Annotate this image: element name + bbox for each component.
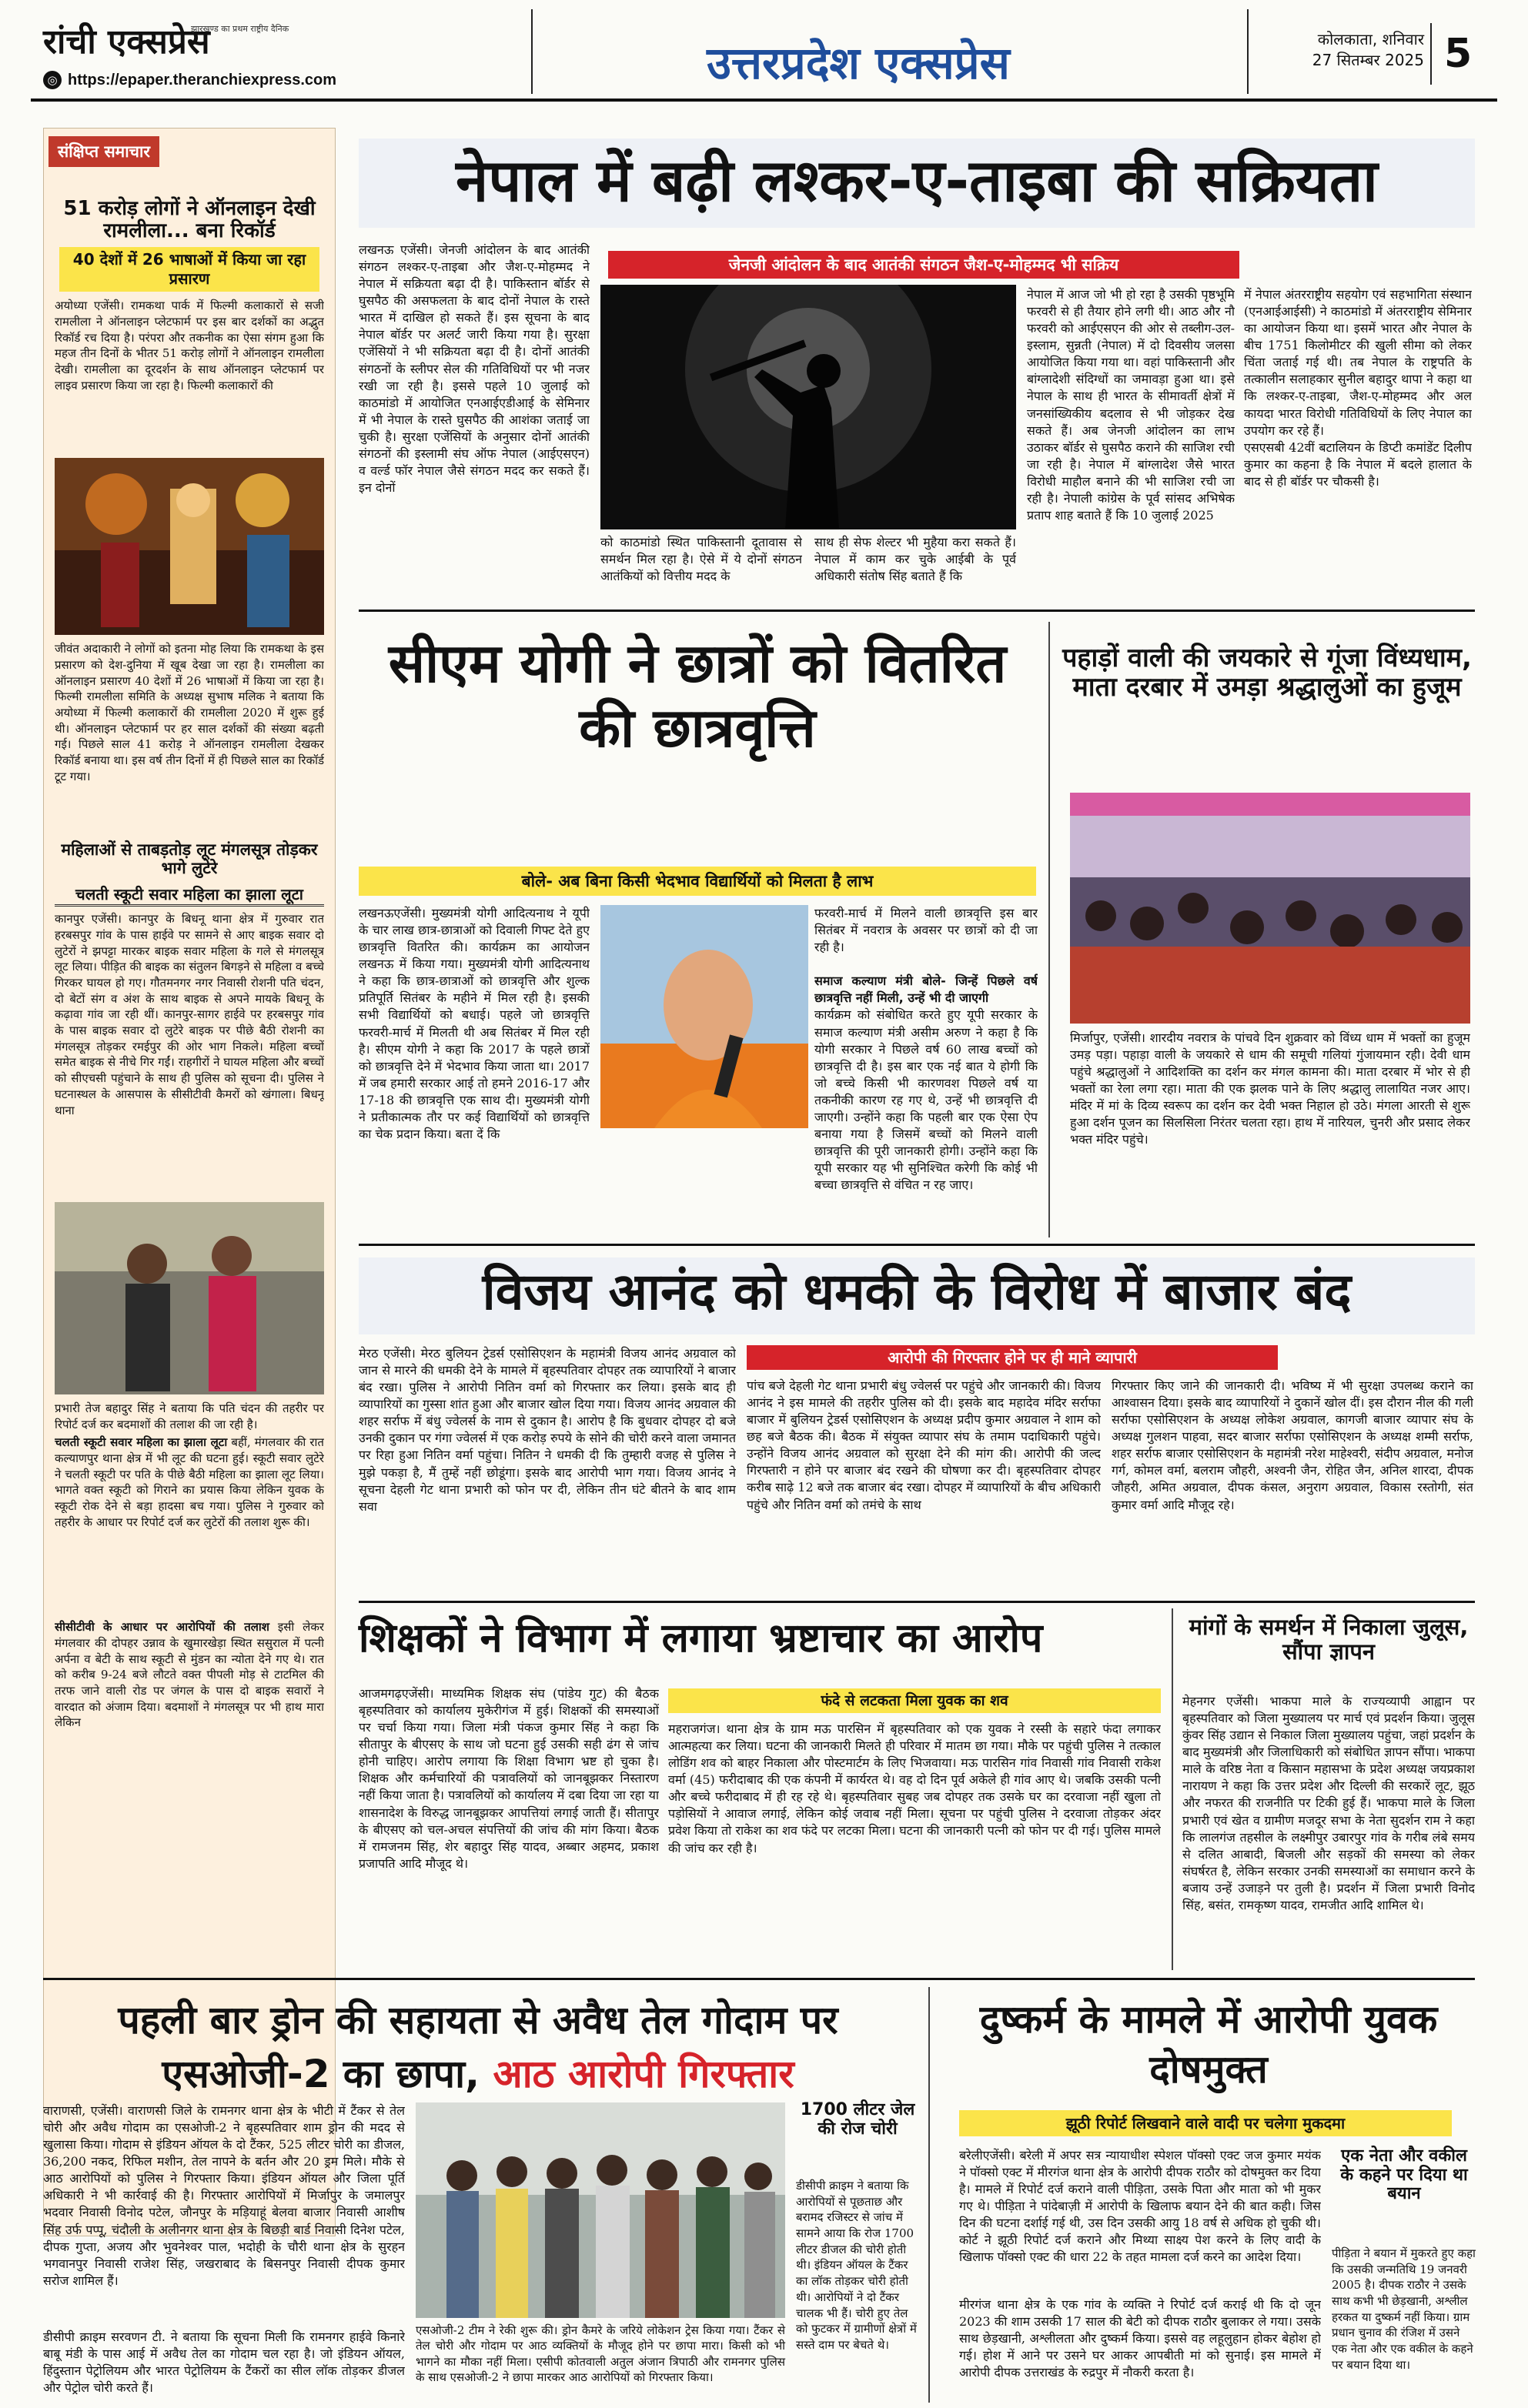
yogi-headline: सीएम योगी ने छात्रों को वितरित की छात्रवृत्ति [388,632,1007,760]
lead-col-1: लखनऊ एजेंसी। जेनजी आंदोलन के बाद आतंकी संगठन लश्कर-ए-ताइबा और जैश-ए-मोहम्मद ने नेपाल में सक्रियता बढ़ा दी है। पाकिस्तान बॉर्डर से घुसपैठ की असफलता के बाद दोनों नेपाल के रास्ते भारत में दाखिल हो सकते हैं। इस सूचना के बाद नेपाल बॉर्डर पर अलर्ट जारी किया गया है। सुरक्षा एजेंसियों ने भी सक्रियता बढ़ा दी है। दोनों आतंकी संगठनों के स्लीपर सेल की गतिविधियों पर भी नजर रखी जा रही है। इससे पहले 10 जुलाई को काठमांडो में आयोजित एनआईएडीआई के सेमिनार में भी नेपाल के रास्ते घुसपैठ की आशंका जताई जा चुकी है। सुरक्षा एजेंसियों के अनुसार दोनों आतंकी संगठनों की इस्लामी संघ ऑफ नेपाल (आईएसएन) व वर्ल्ड फॉर नेपाल जैसे संगठन मदद कर सकते हैं। इन दोनों [359,242,590,496]
teachers-body: आजमगढ़एजेंसी। माध्यमिक शिक्षक संघ (पांडेय गुट) की बैठक बृहस्पतिवार को कार्यालय मुकेरीगंज में हुई। शिक्षकों की समस्याओं पर चर्चा किया गया। जिला मंत्री पंकज कुमार सिंह ने कहा कि सीतापुर के बीएसए के साथ जो घटना हुई उसकी सही ढंग से जांच होनी चाहिए। आरोप लगाया कि शिक्षा विभाग भ्रष्ट हो चुका है। शिक्षक और कर्मचारियों की पत्रावलियों को जानबूझकर निस्तारण नहीं किया जाता है। पत्रावलियों को कार्यालय में दबा दिया जा रहा या शासनादेश के विरुद्ध जानबूझकर आपत्तियां लगाई जाती हैं। सीतापुर के बीएसए को चल-अचल संपत्तियों की जांच की मांग किया। बैठक में रामजनम सिंह, शेर बहादुर सिंह यादव, अब्बार अहमद, प्रकाश प्रजापति आदि मौजूद थे। [359,1686,659,1871]
memo-body: मेहनगर एजेंसी। भाकपा माले के राज्यव्यापी आह्वान पर बृहस्पतिवार को जिला मुख्यालय पर मार्च एवं प्रदर्शन किया। जुलूस कुंवर सिंह उद्यान से निकाल जिला मुख्यालय पहुंचा, जहां प्रदर्शन के बाद मुख्यमंत्री और जिलाधिकारी को संबोधित ज्ञापन सौंपा। भाकपा माले के वरिष्ठ नेता व किसान महासभा के प्रदेश अध्यक्ष जयप्रकाश नारायण ने कहा कि उत्तर प्रदेश और दिल्ली की सरकारें लूट, झूठ और नफरत की राजनीति पर टिकी हुई हैं। भाकपा माले के जिला प्रभारी एवं खेत व ग्रामीण मजदूर सभा के नेता सुदर्शन राम ने कहा कि लालगंज तहसील के लक्ष्मीपुर उबारपुर गांव के गरीब लंबे समय से दलित आबादी, बिजली और सड़कों की समस्या को लेकर संघर्षरत है, लेकिन सरकार उनकी समस्याओं का समाधान करने के बजाय उन्हें उजाड़ने पर तुली है। प्रदर्शन में जिला प्रभारी विनोद सिंह, बसंत, रामकृष्ण यादव, रामजीत आदि शामिल थे। [1182,1694,1475,1912]
leader-box-title: एक नेता और वकील के कहने पर दिया था बयान [1340,2146,1468,2204]
memo-headline: मांगों के समर्थन में निकाला जुलूस, सौंपा ज्ञापन [1189,1614,1469,1665]
yogi-photo [600,905,808,1128]
acquittal-headline: दुष्कर्म के मामले में आरोपी युवक दोषमुक्त [979,1997,1438,2092]
hanging-body: महराजगंज। थाना क्षेत्र के ग्राम मऊ पारसिन में बृहस्पतिवार को एक युवक ने रस्सी के सहारे फंदा लगाकर आत्महत्या कर लिया। घटना की जानकारी मिलते ही परिवार में मातम छा गया। मौके पर पहुंची पुलिस ने तत्काल लोडिंग शव को बाहर निकाला और पोस्टमार्टम के लिए भिजवाया। मऊ पारसिन गांव निवासी गांव निवासी राकेश वर्मा (45) फरीदाबाद की एक कंपनी में कार्यरत थे। वह दो दिन पूर्व अकेले ही गांव आए थे। जबकि उसकी पत्नी और बच्चे फरीदाबाद में ही रह रहे थे। बृहस्पतिवार सुबह जब दोपहर तक उसके घर का दरवाजा नहीं खुला तो पड़ोसियों ने आवाज लगाई, लेकिन कोई जवाब नहीं मिला। सूचना पर पहुंची पुलिस ने दरवाजा तोड़कर अंदर प्रवेश किया तो राकेश का शव फंदे पर लटका मिला। घटना की जानकारी पत्नी को फोन पर दी गई। पुलिस मामले की जांच कर रही है। [668,1722,1161,1855]
masthead-tagline: झारखण्ड का प्रथम राष्ट्रीय दैनिक [191,24,289,34]
lead-col-2: को काठमांडो स्थित पाकिस्तानी दूतावास से समर्थन मिल रहा है। ऐसे में ये दोनों संगठन आतंकियों को वित्तीय मदद के [600,535,802,584]
lead-subhead: जेनजी आंदोलन के बाद आतंकी संगठन जैश-ए-मोहम्मद भी सक्रिय [608,251,1239,279]
drone-headline: पहली बार ड्रोन की सहायता से अवैध तेल गोदाम पर एसओजी-2 का छापा, आठ आरोपी गिरफ्तार [118,1998,838,2096]
section-title: उत्तरप्रदेश एक्सप्रेस [707,37,1010,89]
divider [928,1987,930,2403]
brief-1-body-cont: जीवंत अदाकारी ने लोगों को इतना मोह लिया कि रामकथा के इस प्रसारण को देश-दुनिया में खूब देखा जा रहा है। रामलीला का ऑनलाइन प्रसारण 40 देशों में 26 भाषाओं में किया जा रहा है। फिल्मी रामलीला समिति के अध्यक्ष सुभाष मलिक ने बताया कि अयोध्या में फिल्मी कलाकारों की रामलीला 2020 में शुरू हुई थी। ऑनलाइन प्लेटफार्म पर हर साल दर्शकों की संख्या बढ़ती गई। पिछले साल 41 करोड़ ने ऑनलाइन रामलीला देखकर रिकॉर्ड बनाया था। इस वर्ष तीन दिनों में ही पिछले साल का रिकॉर्ड टूट गया। [55,642,324,783]
page-number: 5 [1444,31,1473,77]
acquittal-col-1: बरेलीएजेंसी। बरेली में अपर सत्र न्यायाधीश स्पेशल पॉक्सो एक्ट जज कुमार मयंक ने पॉक्सो एक्ट में मीरगंज थाना क्षेत्र के आरोपी दीपक राठौर को दोषमुक्त कर दिया है। मामले में रिपोर्ट दर्ज कराने वाली पीड़िता, उसके पिता और माता को भी मुकर गए थे। पीड़िता ने पांदेबाज़ी में आरोपी के खिलाफ बयान देने की बात कही। जिस दिन की घटना दर्शाई गई थी, उस दिन उसकी आयु 18 वर्ष से अधिक हो चुकी थी। कोर्ट ने झूठी रिपोर्ट दर्ज कराने और मिथ्या साक्ष्य पेश करने के लिए वादी के खिलाफ पॉक्सो एक्ट की धारा 22 के तहत मामला दर्ज करने का आदेश दिया। [959,2148,1321,2265]
dateline: कोलकाता, शनिवार 27 सितम्बर 2025 [1312,30,1424,69]
brief-1-subhead: 40 देशों में 26 भाषाओं में किया जा रहा प्रसारण [59,247,319,292]
sidebar-label: संक्षिप्त समाचार [48,136,159,167]
brief-2-body-more: चलती स्कूटी सवार महिला का झाला लूटा बहीं, मंगलवार की रात कल्याणपुर थाना क्षेत्र में भी लूट की घटना हुई। स्कूटी सवार लुटेरे ने चलती स्कूटी पर पति के पीछे बैठी महिला का झाला लूट लिया। भागते वक्त स्कूटी को गिराने का प्रयास किया लेकिन युवक के स्कूटी रोक देने से बड़ा हादसा बच गया। पुलिस ने गुरुवार को तहरीर के आधार पर रिपोर्ट दर्ज कर लुटेरों की तलाश शुरू की। [55,1435,324,1529]
ramlila-photo [55,458,324,635]
lead-col-2b: साथ ही सेफ शेल्टर भी मुहैया करा सकते हैं। नेपाल में काम कर चुके आईबी के पूर्व अधिकारी संतोष सिंह बताते हैं कि [814,535,1016,584]
vindhya-body: मिर्जापुर, एजेंसी। शारदीय नवरात्र के पांचवे दिन शुक्रवार को विंध्य धाम में भक्तों का हुजूम उमड़ पड़ा। पहाड़ा वाली के जयकारे से धाम की समूची गलियां गुंजायमान रही। देवी धाम पहुंचे श्रद्धालुओं ने आदिशक्ति का दर्शन कर मंगल कामना की। माता दरबार में भोर से ही भक्तों का रेला लगा रहा। माता की एक झलक पाने के लिए श्रद्धालु लालायित नजर आए। मंदिर में मां के दिव्य स्वरूप का दर्शन कर देवी भक्त निहाल हो उठे। मंगला आरती से शुरू हुआ दर्शन पूजन का सिलसिला निरंतर चलता रहा। हाथ में नारियल, चुनरी और प्रसाद लेकर भक्त मंदिर पहुंचे। [1070,1030,1470,1147]
acquittal-col-1b: मीरगंज थाना क्षेत्र के एक गांव के व्यक्ति ने रिपोर्ट दर्ज कराई थी कि दो जून 2023 की शाम उसकी 17 साल की बेटी को दीपक राठौर बुलाकर ले गया। उसके साथ छेड़खानी, अश्लीलता और दुष्कर्म किया। इससे वह लहूलुहान होकर बेहोश हो गई। होश में आने पर उसने घर आकर आपबीती मां को सुनाई। इस मामले में आरोपी दीपक उत्तराखंड के रुद्रपुर में नौकरी करता है। [959,2297,1321,2380]
lead-headline: नेपाल में बढ़ी लश्कर-ए-ताइबा की सक्रियता [456,146,1378,215]
divider [1048,622,1050,1237]
brief-2-body-cont: प्रभारी तेज बहादुर सिंह ने बताया कि पति चंदन की तहरीर पर रिपोर्ट दर्ज कर बदमाशों की तलाश की जा रही है। [55,1401,324,1431]
oil-box-title: 1700 लीटर जेल की रोज चोरी [800,2100,915,2139]
teachers-headline: शिक्षकों ने विभाग में लगाया भ्रष्टाचार का आरोप [359,1615,1043,1662]
hanging-subhead: फंदे से लटकता मिला युवक का शव [668,1688,1161,1713]
brief-1-title: 51 करोड़ लोगों ने ऑनलाइन देखी रामलीला... बना रिकॉर्ड [63,197,316,243]
acquittal-subhead: झूठी रिपोर्ट लिखवाने वाले वादी पर चलेगा मुकदमा [959,2110,1452,2136]
divider [531,9,533,94]
divider [359,610,1475,612]
bazar-subhead: आरोपी की गिरफ्तार होने पर ही माने व्यापारी [747,1345,1278,1370]
drone-photo-caption: एसओजी-2 टीम ने रेकी शुरू की। ड्रोन कैमरे के जरिये लोकेशन ट्रेस किया गया। टैंकर से तेल चोरी और गोदाम पर आठ व्यक्तियों के मौजूद होने पर छापा मारा। किसी को भी भागने का मौका नहीं मिला। एसीपी कोतवाली अतुल अंजान त्रिपाठी और रामनगर पुलिस के साथ एसओजी-2 ने छापा मारकर आठ आरोपियों को गिरफ्तार किया। [416,2323,785,2384]
brief-2-body: कानपुर एजेंसी। कानपुर के बिधनू थाना क्षेत्र में गुरुवार रात हरबसपुर गांव के पास हाईवे पर सामने से आए बाइक सवार दो लुटेरों ने झपट्टा मारकर बाइक सवार महिला के गले से मंगलसूत्र लूट लिया। पीड़ित की बाइक का संतुलन बिगड़ने से महिला व बच्चे गिरकर घायल हो गए। गौतमनगर नगर निवासी रोशनी पति चंदन, दो बेटों संग व अंश के साथ बाइक से अपने मायके बिधनू के कढ़ावा गांव जा रही थीं। कानपुर-सागर हाईवे पर हरबसपुर गांव के पास बाइक सवार दो लुटेरे बाइक पर पीछे बैठी रोशनी का मंगलसूत्र तोड़कर रमईपुर की ओर भाग निकले। महिला बच्चों समेत बाइक से नीचे गिर गईं। राहगीरों ने घायल महिला और बच्चों को सीएचसी पहुंचाने के साथ ही पुलिस को सूचना दी। पुलिस ने घटनास्थल के आसपास के सीसीटीवी कैमरों को खंगाला। बिधनू थाना [55,912,324,1117]
globe-icon: ◎ [43,71,62,89]
brief-1-body: अयोध्या एजेंसी। रामकथा पार्क में फिल्मी कलाकारों से सजी रामलीला ने ऑनलाइन प्लेटफार्म पर इस बार दर्शकों का अद्भुत रिकॉर्ड रच दिया है। परंपरा और तकनीक का ऐसा संगम हुआ कि महज तीन दिनों के भीतर 51 करोड़ लोगों ने ऑनलाइन रामलीला देखी। रामलीला का दूरदर्शन के साथ ऑनलाइन प्लेटफार्म पर लाइव प्रसारण किया जा रहा है। फिल्मी कलाकारों की [55,299,324,392]
epaper-url[interactable]: https://epaper.theranchiexpress.com [68,72,337,89]
bazar-headline: विजय आनंद को धमकी के विरोध में बाजार बंद [482,1262,1352,1321]
brief-2-title: महिलाओं से ताबड़तोड़ लूट मंगलसूत्र तोड़कर भागे लुटेरे [61,840,318,877]
yogi-col-1: लखनऊएजेंसी। मुख्यमंत्री योगी आदित्यनाथ ने यूपी के चार लाख छात्र-छात्राओं को दिवाली गिफ्ट देते हुए छात्रवृत्ति वितरित की। कार्यक्रम का आयोजन लखनऊ में किया गया। मुख्यमंत्री योगी आदित्यनाथ ने कहा कि छात्र-छात्राओं को छात्रवृत्ति और शुल्क प्रतिपूर्ति सितंबर के महीने में मिल रही है। इसकी सभी विद्यार्थियों को बधाई। पहले जो छात्रवृत्ति फरवरी-मार्च में मिलती थी अब सितंबर में मिल रही है। सीएम योगी ने कहा कि 2017 के पहले छात्रों को छात्रवृत्ति देने में भेदभाव किया जाता था। 2017 में जब हमारी सरकार आई तो हमने 2016-17 और 17-18 की छात्रवृत्ति एक साथ दी। मुख्यमंत्री योगी ने प्रतीकात्मक तौर पर कई विद्यार्थियों को छात्रवृत्ति का चेक प्रदान किया। बता दें कि [359,906,590,1142]
brief-news-sidebar [43,128,336,2236]
divider [1247,9,1249,94]
arrested-accused-photo [416,2102,785,2318]
divider [1430,23,1432,85]
bazar-col-3: गिरफ्तार किए जाने की जानकारी दी। भविष्य में भी सुरक्षा उपलब्ध कराने का आश्वासन दिया। इसके बाद व्यापारियों ने दुकानें खोल दीं। इस दौरान नील की गली सर्राफा एसोसिएशन के अध्यक्ष लोकेश अग्रवाल, कागजी बाजार व्यापार संघ के अध्यक्ष गुलशन पाहवा, सदर बाजार सर्राफा एसोसिएशन के अध्यक्ष शम्मी सर्राफ, शहर सर्राफ बाजार एसोसिएशन के महामंत्री नरेश माहेश्वरी, संदीप अग्रवाल, मनोज गर्ग, कोमल वर्मा, बलराम जौहरी, अश्वनी जैन, रोहित जैन, अनिल शारदा, दीपक जौहरी, अमित अग्रवाल, दीपक कंसल, अनुराग अग्रवाल, विकास रस्तोगी, संत कुमार वर्मा आदि मौजूद रहे। [1112,1378,1473,1512]
yogi-subhead: बोले- अब बिना किसी भेदभाव विद्यार्थियों को मिलता है लाभ [359,867,1036,896]
crowd-photo [1070,793,1470,1024]
oil-box-body: डीसीपी क्राइम ने बताया कि आरोपियों से पूछताछ और बरामद रजिस्टर से जांच में सामने आया कि रोज 1700 लीटर डीजल की चोरी होती थी। इंडियन ऑयल के टैंकर का लॉक तोड़कर चोरी होती थी। आरोपियों ने दो टैंकर चालक भी हैं। चोरी हुए तेल को फुटकर में ग्रामीणों क्षेत्रों में सस्ते दाम पर बेचते थे। [796,2179,917,2352]
drone-col-1b: डीसीपी क्राइम सरवणन टी. ने बताया कि सूचना मिली कि रामनगर हाईवे किनारे बाबू मंडी के पास आई में अवैध तेल का गोदाम चल रहा है। जो इंडियन ऑयल, हिंदुस्तान पेट्रोलियम और भारत पेट्रोलियम के टैंकरों का सील लॉक तोड़कर डीजल और पेट्रोल चोरी करते हैं। [43,2330,405,2396]
lead-col-4: में नेपाल अंतरराष्ट्रीय सहयोग एवं सहभागिता संस्थान (एनआईआईसी) ने काठमांडो में अंतरराष्ट्रीय सेमिनार का आयोजन किया था। इसमें भारत और नेपाल के बीच 1751 किलोमीटर की खुली सीमा को लेकर चिंता जताई गई थी। तब नेपाल के राष्ट्रपति के तत्कालीन सलाहकार सुनील बहादुर थापा ने कहा था कि लश्कर-ए-ताइबा, जैश-ए-मोहम्मद और अल कायदा भारत विरोधी गतिविधियों के लिए नेपाल का उपयोग कर रहे हैं। एसएसबी 42वीं बटालियन के डिप्टी कमांडेंट दिलीप कुमार का कहना है कि नेपाल में बदले हालात के बाद से ही बॉर्डर पर चौकसी है। [1244,287,1472,489]
bazar-col-2: पांच बजे देहली गेट थाना प्रभारी बंधु ज्वेलर्स पर पहुंचे और जानकारी की। विजय आनंद ने इस मामले की तहरीर पुलिस को दी। इसके बाद महादेव मंदिर सर्राफा बाजार में बुलियन ट्रेडर्स एसोसिएशन के अध्यक्ष प्रदीप कुमार अग्रवाल ने शाम को छह बजे बैठक की। बैठक में संयुक्त व्यापार संघ के तमाम पदाधिकारी पहुंचे। उन्होंने विजय आनंद अग्रवाल को सुरक्षा देने की मांग की। आरोपी की जल्द गिरफ्तारी न होने पर बाजार बंद रखने की घोषणा कर दी। बृहस्पतिवार दोपहर करीब साढ़े 12 बजे तक बाजार बंद रखा। दोपहर में व्यापारियों के बीच अधिकारी पहुंचे और नितिन वर्मा को तमंचे के साथ [747,1378,1101,1512]
bazar-col-1: मेरठ एजेंसी। मेरठ बुलियन ट्रेडर्स एसोसिएशन के महामंत्री विजय आनंद अग्रवाल को जान से मारने की धमकी देने के मामले में बृहस्पतिवार दोपहर तक व्यापारियों ने बाजार बंद रखा। पुलिस ने आरोपी नितिन वर्मा को गिरफ्तार कर लिया। इसके बाद ही व्यापारियों का गुस्सा शांत हुआ और बाजार खोल दिया गया। विजय आनंद अग्रवाल की शहर सर्राफ में बंधु ज्वेलर्स के नाम से दुकान है। आरोप है कि बुधवार दोपहर दो बजे उनकी दुकान पर गंगा ज्वेलर्स में एक करोड़ रुपये के सोने की चोरी करने वाला जमानत पर रिहा हुआ नितिन वर्मा पहुंचा। नितिन ने धमकी दी कि तुम्हारी वजह से पुलिस ने मुझे पकड़ा है, मैं तुम्हें नहीं छोडूंगा। इसके बाद आरोपी भाग गया। विजय आनंद ने सूचना देहली गेट थाना प्रभारी को फोन पर दी, लेकिन तीन घंटे बीतने के बाद शाम सवा [359,1346,736,1514]
divider [359,1601,1475,1603]
militant-silhouette-photo [600,285,1016,529]
brief-2-body-last: सीसीटीवी के आधार पर आरोपियों की तलाश इसी लेकर मंगलवार की दोपहर उन्नाव के खुमारखेड़ा स्थित ससुराल में पत्नी अर्पना व बेटी के साथ स्कूटी से मुंडन का न्योता देने गए थे। रात को करीब 9-24 बजे लौटते वक्त पीपली मोड़ से टाटमिल की तरफ जाने वाली रोड पर जंगल के पास दो बाइक सवारों ने वारदात को अंजाम दिया। बदमाशों ने मंगलसूत्र पर भी हाथ मारा लेकिन [55,1620,324,1730]
drone-col-1: वाराणसी, एजेंसी। वाराणसी जिले के रामनगर थाना क्षेत्र के भीटी में टैंकर से तेल चोरी और अवैध गोदाम का एसओजी-2 ने बृहस्पतिवार शाम ड्रोन की मदद से खुलासा किया। गोदाम से इंडियन ऑयल के दो टैंकर, 525 लीटर चोरी का डीजल, 36,200 नकद, रिफिल मशीन, तेल नापने के बर्तन और 20 ड्रम मिले। मौके से आठ आरोपियों को पुलिस ने गिरफ्तार किया। इंडियन ऑयल और जिला पूर्ति अधिकारी ने भी कार्रवाई की है। गिरफ्तार आरोपियों में मिर्जापुर के जमालपुर भदवार निवासी विनोद पटेल, जौनपुर के मड़ियाहूं बेलवा बाजार निवासी आशीष सिंह उर्फ पप्पू, चंदौली के अलीनगर थाना क्षेत्र के बिछड़ी बार्ड निवासी दिनेश पटेल, दीपक गुप्ता, अजय और भुवनेश्वर पाल, भदोही के चौरी थाना क्षेत्र के सुरहन भगवानपुर निवासी राजेश सिंह, जखराबाद के बिसनपुर निवासी दीपक कुमार सरोज शामिल हैं। [43,2103,405,2288]
vindhya-headline: पहाड़ों वाली की जयकारे से गूंजा विंध्यधाम, माता दरबार में उमड़ा श्रद्धालुओं का हुजूम [1062,643,1472,703]
lead-col-3: नेपाल में आज जो भी हो रहा है उसकी पृष्ठभूमि फरवरी से ही तैयार होने लगी थी। आठ और नौ फरवरी को आईएसएन की ओर से तब्लीग-उल-इस्लाम, सुन्नती (नेपाल) में दो दिवसीय जलसा आयोजित किया गया था। वहां पाकिस्तानी और बांग्लादेशी संदिग्धों का जमावड़ा हुआ था। इसे नेपाल के साथ ही भारत के सीमावर्ती क्षेत्रों में जनसांख्यिकीय बदलाव से भी जोड़कर देख सकते हैं। अब जेनजी आंदोलन का लाभ उठाकर बॉर्डर से घुसपैठ कराने की साजिश रची जा रही है। नेपाल में बांग्लादेश जैसे भारत विरोधी माहौल बनाने की भी साजिश रची जा रही है। नेपाली कांग्रेस के पूर्व सांसद अभिषेक प्रताप शाह बताते हैं कि 10 जुलाई 2025 [1027,287,1235,523]
divider [43,1978,1475,1980]
divider [1172,1608,1173,1970]
brief-2-subhead: चलती स्कूटी सवार महिला का झाला लूटा [55,885,324,907]
divider [359,1244,1475,1246]
masthead-logo: रांची एक्सप्रेस [43,22,210,62]
leader-box-body: पीड़िता ने बयान में मुकरते हुए कहा कि उसकी जन्मतिथि 19 जनवरी 2005 है। दीपक राठौर ने उसके साथ कभी भी छेड़खानी, अश्लील हरकत या दुष्कर्म नहीं किया। ग्राम प्रधान चुनाव की रंजिश में उसने एक नेता और एक वकील के कहने पर बयान दिया था। [1332,2246,1476,2372]
victim-photo [55,1202,324,1394]
header-rule [31,99,1497,102]
yogi-col-2: फरवरी-मार्च में मिलने वाली छात्रवृत्ति इस बार सितंबर में नवरात्र के अवसर पर छात्रों को दी जा रही है। समाज कल्याण मंत्री बोले- जिन्हें पिछले वर्ष छात्रवृत्ति नहीं मिली, उन्हें भी दी जाएगी कार्यक्रम को संबोधित करते हुए यूपी सरकार के समाज कल्याण मंत्री असीम अरुण ने कहा है कि योगी सरकार ने पिछले वर्ष 60 लाख बच्चों को छात्रवृत्ति दी है। इस बार एक नई बात ये होगी कि जो बच्चे किसी भी कारणवश पिछले वर्ष या तकनीकी कारण रह गए थे, उन्हें भी छात्रवृत्ति दी जाएगी। उन्होंने कहा कि पहली बार एक ऐसा ऐप बनाया गया है जिसमें बच्चों को मिलने वाली छात्रवृत्ति की पूरी जानकारी होगी। उन्होंने कहा कि यूपी सरकार यह भी सुनिश्चित करेगी कि कोई भी बच्चा छात्रवृत्ति से वंचित न रह जाए। [814,906,1038,1193]
